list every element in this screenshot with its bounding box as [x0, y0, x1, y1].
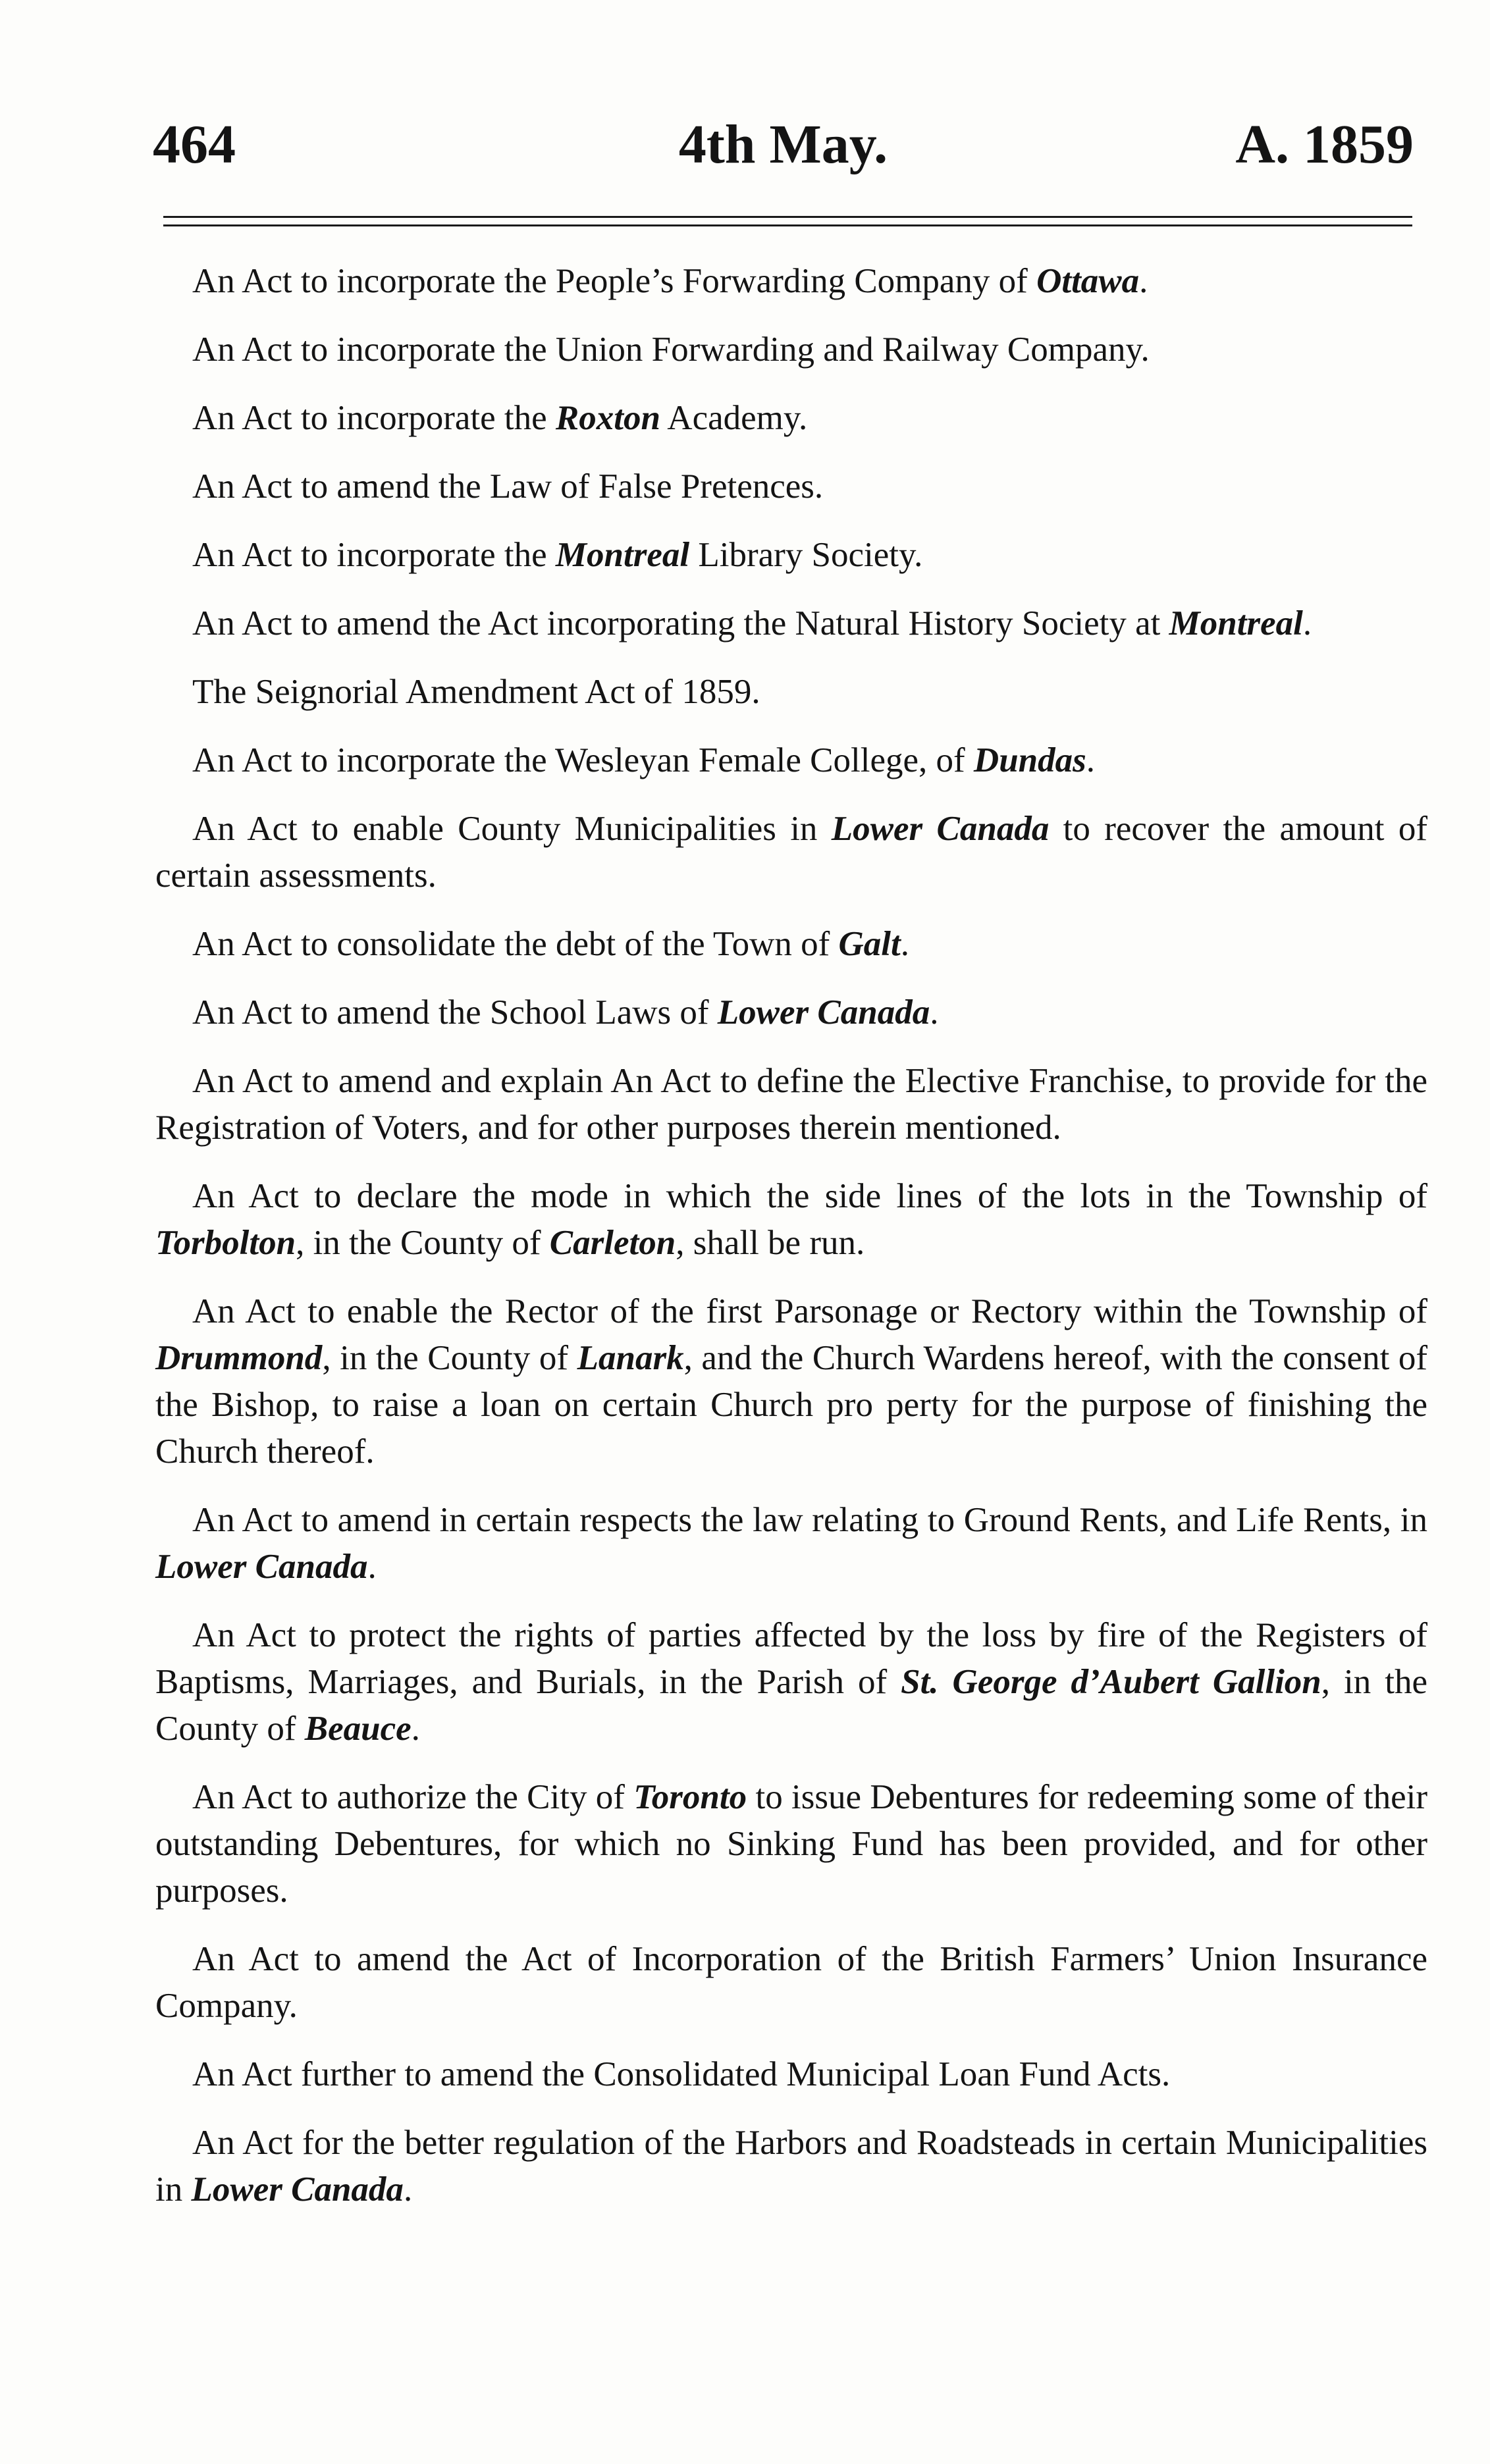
- act-text: An Act to enable County Municipalities in: [192, 810, 832, 848]
- act-entry: [155, 806, 1427, 899]
- running-year: A. 1859: [1235, 114, 1414, 175]
- act-text: An Act to amend the Law of False Pretences.: [192, 467, 824, 506]
- act-text: Library Society.: [689, 536, 923, 574]
- act-text: An Act to incorporate the: [192, 399, 556, 437]
- act-entry: [155, 532, 1427, 579]
- act-entry: [155, 463, 1427, 510]
- act-text: An Act for the better regulation of the Harbors and Roadsteads in certain Municipalities in: [155, 2124, 1427, 2209]
- act-text: , in the County of: [296, 1224, 550, 1262]
- act-text: .: [1086, 741, 1096, 779]
- act-text: .: [367, 1548, 377, 1586]
- act-text: An Act to incorporate the: [192, 536, 556, 574]
- place-name: Lower Canada: [717, 993, 930, 1032]
- act-text: An Act to incorporate the Union Forwarding and Railway Company.: [192, 330, 1150, 369]
- act-text: The Seignorial Amendment Act of 1859.: [192, 673, 760, 711]
- place-name: Torbolton: [155, 1224, 296, 1262]
- act-text: .: [1139, 262, 1148, 300]
- act-text: An Act to amend the School Laws of: [192, 993, 718, 1032]
- act-entry: [155, 921, 1427, 968]
- place-name: Montreal: [1169, 604, 1303, 642]
- place-name: Roxton: [555, 399, 660, 437]
- page-number: 464: [153, 114, 236, 175]
- act-entry: [155, 327, 1427, 373]
- act-text: An Act further to amend the Consolidated Municipal Loan Fund Acts.: [192, 2055, 1171, 2093]
- act-entry: [155, 1288, 1427, 1475]
- act-text: to issue Debentures for redeeming some of their outstanding Debentures, for which no Sinking Fund has been provided, and for other purposes.: [155, 1778, 1427, 1910]
- act-text: .: [1302, 604, 1312, 642]
- act-entry: [155, 258, 1427, 305]
- act-text: An Act to protect the rights of parties affected by the loss by fire of the Registers of Baptisms, Marriages, and Burials, in the Parish of: [155, 1616, 1427, 1701]
- act-text: An Act to amend the Act of Incorporation of the British Farmers’ Union Insurance Company.: [155, 1940, 1427, 2025]
- act-text: .: [403, 2170, 413, 2209]
- act-text: An Act to amend in certain respects the law relating to Ground Rents, and Life Rents, in: [192, 1501, 1427, 1539]
- act-entry: [155, 737, 1427, 784]
- running-date: 4th May.: [678, 114, 888, 175]
- act-list: [155, 258, 1427, 2235]
- place-name: Montreal: [555, 536, 690, 574]
- place-name: Galt: [838, 925, 901, 963]
- place-name: Lower Canada: [831, 810, 1050, 848]
- act-text: , in the County of: [322, 1339, 577, 1377]
- act-text: , shall be run.: [676, 1224, 865, 1262]
- act-text: An Act to enable the Rector of the first Parsonage or Rectory within the Township of: [192, 1292, 1427, 1330]
- act-entry: [155, 1936, 1427, 2030]
- act-text: An Act to amend the Act incorporating the Natural History Society at: [192, 604, 1169, 642]
- act-text: , and the Church Wardens hereof, with the consent of the Bishop, to raise a loan on certain Church pro perty for the purpose of finishing the Church thereof.: [155, 1339, 1428, 1471]
- page-header: [153, 105, 1414, 184]
- act-text: , in the County of: [155, 1663, 1427, 1748]
- act-text: An Act to declare the mode in which the side lines of the lots in the Township of: [192, 1177, 1427, 1215]
- act-text: Academy.: [660, 399, 808, 437]
- place-name: Lower Canada: [155, 1548, 368, 1586]
- place-name: Beauce: [304, 1710, 412, 1748]
- act-entry: [155, 1612, 1427, 1752]
- act-text: to recover the amount of certain assessments.: [155, 810, 1428, 895]
- place-name: Ottawa: [1036, 262, 1140, 300]
- act-entry: [155, 1058, 1427, 1151]
- act-text: An Act to consolidate the debt of the Town of: [192, 925, 839, 963]
- act-entry: [155, 1497, 1427, 1590]
- act-text: .: [411, 1710, 420, 1748]
- act-text: .: [930, 993, 939, 1032]
- place-name: Drummond: [155, 1339, 323, 1377]
- place-name: Dundas: [973, 741, 1086, 779]
- header-rule-top: [163, 216, 1412, 218]
- place-name: Carleton: [549, 1224, 676, 1262]
- act-entry: [155, 600, 1427, 647]
- act-entry: [155, 669, 1427, 716]
- act-entry: [155, 2051, 1427, 2098]
- act-text: An Act to authorize the City of: [192, 1778, 634, 1816]
- place-name: St. George d’Aubert Gallion: [901, 1663, 1321, 1701]
- header-rule-bottom: [163, 224, 1412, 226]
- header-double-rule: [163, 216, 1412, 229]
- place-name: Toronto: [633, 1778, 747, 1816]
- place-name: Lanark: [577, 1339, 684, 1377]
- place-name: Lower Canada: [191, 2170, 404, 2209]
- act-entry: [155, 1774, 1427, 1914]
- act-text: .: [900, 925, 909, 963]
- act-entry: [155, 2120, 1427, 2213]
- act-text: An Act to incorporate the Wesleyan Female College, of: [192, 741, 974, 779]
- act-entry: [155, 395, 1427, 442]
- act-text: An Act to amend and explain An Act to define the Elective Franchise, to provide for the Registration of Voters, and for other purposes therein mentioned.: [155, 1062, 1427, 1147]
- act-entry: [155, 989, 1427, 1036]
- act-text: An Act to incorporate the People’s Forwarding Company of: [192, 262, 1037, 300]
- act-entry: [155, 1173, 1427, 1267]
